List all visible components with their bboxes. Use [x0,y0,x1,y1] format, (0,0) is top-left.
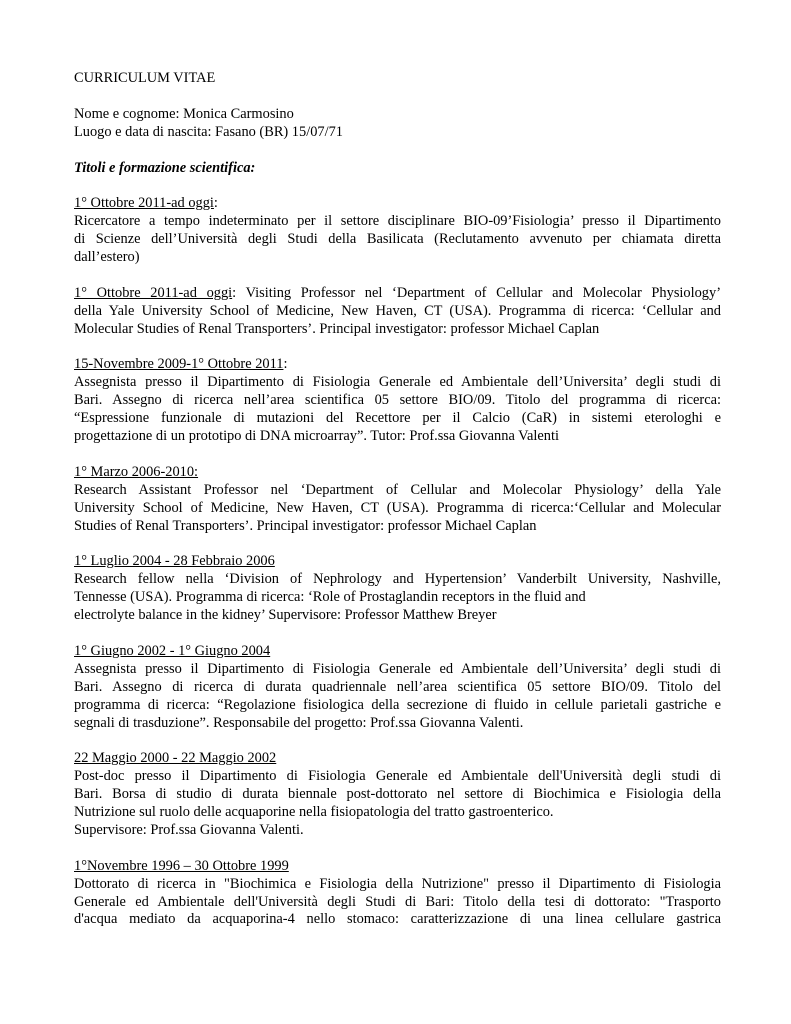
entry-line: Ricercatore a tempo indeterminato per il settore disciplinare BIO-09’Fisiologia’ presso il Dipartimento [74,213,721,230]
entry-line: Tennesse (USA). Programma di ricerca: ‘Role of Prostaglandin receptors in the fluid and [74,589,586,606]
entry-header-text: : Visiting Professor nel ‘Department of Cellular and Molecolar Physiology’ [232,284,721,301]
entry-header [74,858,721,876]
entry-header-text: : [283,356,288,373]
cv-entry [74,356,721,446]
entry-line: Post-doc presso il Dipartimento di Fisiologia Generale ed Ambientale dell'Università degli studi di [74,768,721,785]
entry-line: di Scienze dell’Università degli Studi della Basilicata (Reclutamento avvenuto per chiamata diretta [74,231,721,248]
entry-line: Molecular Studies of Renal Transporters’. Principal investigator: professor Michael Caplan [74,320,600,337]
entry-date: 1° Marzo 2006-2010: [74,463,199,480]
entry-line: electrolyte balance in the kidney’ Supervisore: Professor Matthew Breyer [74,607,497,624]
entry-header [74,195,721,213]
entry-line: segnali di trasduzione”. Responsabile del progetto: Prof.ssa Giovanna Valenti. [74,714,524,731]
entry-line: Bari. Borsa di studio di durata biennale post-dottorato nel settore di Biochimica e Fisiologia della [74,786,721,803]
cv-entry [74,553,721,625]
entry-line: progettazione di un prototipo di DNA microarray”. Tutor: Prof.ssa Giovanna Valenti [74,428,559,445]
entry-line: Bari. Assegno di ricerca di durata quadriennale nell’area scientifica 05 settore BIO/09. Titolo del [74,678,721,695]
entry-date: 1°Novembre 1996 – 30 Ottobre 1999 [74,857,289,874]
entry-line: Dottorato di ricerca in "Biochimica e Fisiologia della Nutrizione" presso il Dipartimento di Fisiologia [74,875,721,892]
entry-line: dall’estero) [74,249,140,266]
entry-header [74,464,721,482]
section-heading: Titoli e formazione scientifica: [74,159,256,176]
entry-line: della Yale University School of Medicine, New Haven, CT (USA). Programma di ricerca: ‘Cellular and [74,302,721,319]
entry-date: 15-Novembre 2009-1° Ottobre 2011 [74,356,284,373]
name-line: Nome e cognome: Monica Carmosino [74,105,294,122]
spacer [74,177,721,195]
entry-line: University School of Medicine, New Haven, CT (USA). Programma di ricerca:‘Cellular and Molecular [74,499,721,516]
entry-date: 1° Ottobre 2011-ad oggi [74,284,233,301]
entry-date: 1° Ottobre 2011-ad oggi [74,195,214,212]
entry-line: Assegnista presso il Dipartimento di Fisiologia Generale ed Ambientale dell’Universita’ degli studi di [74,660,721,677]
entry-line: Studies of Renal Transporters’. Principal investigator: professor Michael Caplan [74,517,537,534]
entry-line: Generale ed Ambientale dell'Università degli Studi di Bari: Titolo della tesi di dottorato: "Trasporto [74,893,721,910]
entry-date: 22 Maggio 2000 - 22 Maggio 2002 [74,750,277,767]
entry-header [74,285,721,303]
entry-line: Research Assistant Professor nel ‘Department of Cellular and Molecolar Physiology’ della Yale [74,481,721,498]
document-title: CURRICULUM VITAE [74,70,216,86]
cv-entry [74,285,721,339]
entry-line: Supervisore: Prof.ssa Giovanna Valenti. [74,821,304,838]
entry-line: Assegnista presso il Dipartimento di Fisiologia Generale ed Ambientale dell’Universita’ degli studi di [74,374,721,391]
entry-line: d'acqua mediato da acquaporina-4 nello stomaco: caratterizzazione di una linea cellulare gastrica [74,911,721,928]
entry-header [74,750,721,768]
cv-entry [74,750,721,840]
entry-line: Bari. Assegno di ricerca nell’area scientifica 05 settore BIO/09. Titolo del programma di ricerca: [74,392,721,409]
cv-entry [74,643,721,733]
entry-line: “Espressione funzionale di mutazioni del Recettore per il Calcio (CaR) in sistemi eterologhi e [74,410,721,427]
cv-entry [74,858,721,930]
entry-line: Nutrizione sul ruolo delle acquaporine nella fisiopatologia del tratto gastroenterico. [74,804,554,821]
cv-entry [74,195,721,267]
document-page [74,70,721,929]
entry-line: programma di ricerca: “Regolazione fisiologica della secrezione di fluido in cellule parietali gastriche e [74,696,721,713]
spacer [74,142,721,160]
entry-date: 1° Giugno 2002 - 1° Giugno 2004 [74,642,271,659]
entry-line: Research fellow nella ‘Division of Nephrology and Hypertension’ Vanderbilt University, Nashville, [74,571,721,588]
entry-header [74,356,721,374]
birth-line: Luogo e data di nascita: Fasano (BR) 15/07/71 [74,123,343,140]
spacer [74,88,721,106]
entry-header-text: : [213,195,218,212]
entry-header [74,553,721,571]
entry-date: 1° Luglio 2004 - 28 Febbraio 2006 [74,553,275,570]
entry-header [74,643,721,661]
cv-entry [74,464,721,536]
